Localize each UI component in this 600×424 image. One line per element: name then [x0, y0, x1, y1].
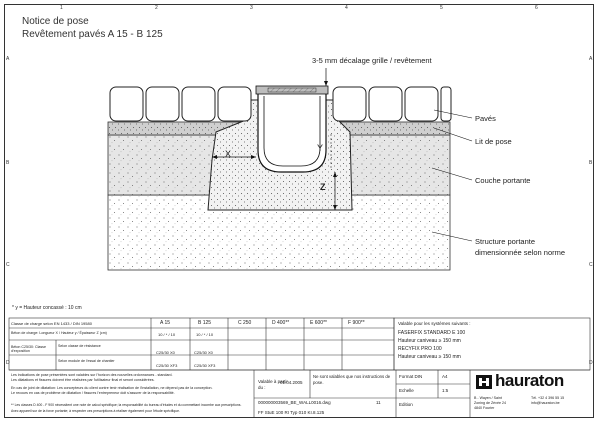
row2-b-a15: C25/30 XF3 — [156, 363, 178, 368]
channel-body — [258, 92, 326, 172]
format-label: Format DIN — [399, 374, 423, 379]
footer-note-6: Avec appareil sur de la force portante; à respecter ces prescriptions à réaliser également pour l'étude spécifique. — [11, 409, 180, 413]
address-line-3: 4840 Fourier — [474, 406, 495, 410]
layer-label-structure-2: dimensionnée selon norme — [475, 248, 566, 257]
row2-sub-b: Selon module de l'essai de chantier — [58, 359, 115, 363]
frame-ref-top-5: 5 — [440, 5, 443, 11]
layer-label-lit: Lit de pose — [475, 137, 512, 146]
frame-ref-top-1: 1 — [60, 5, 63, 11]
class-f900: F 900** — [348, 320, 365, 326]
frame-ref-left-d: D — [6, 360, 10, 366]
scale-label: Echelle — [399, 388, 414, 393]
system-2: RECYFIX PRO 100 — [398, 346, 442, 352]
scale-value: 1:5 — [442, 388, 449, 393]
validity-disclaimer: Ne sont valables que nos instructions de pose. — [313, 374, 391, 385]
footer-note-5: ** Les classes D 400 - F 900 nécessitent une note de calcul spécifique; la responsabilité du bureau d'études et du commettant incombe aux prescriptions. — [11, 403, 242, 407]
frame-ref-top-2: 2 — [155, 5, 158, 11]
row1-label: Béton de charge: Longueur X / Hauteur y / Épaisseur Z (cm) — [11, 331, 107, 335]
frame-ref-left-b: B — [6, 160, 10, 166]
drawing-reference: FF StuE 100 RI Typ 010 KI.8.125 — [258, 410, 325, 415]
edition-label: Edition — [399, 402, 413, 407]
dim-y-label: Y — [317, 143, 324, 153]
systems-note: Valable pour les systèmes suivants : — [398, 321, 471, 326]
class-a15: A 15 — [160, 320, 171, 326]
dim-x-label: X — [225, 149, 232, 159]
frame-ref-top-4: 4 — [345, 5, 348, 11]
pavers-right — [333, 87, 451, 121]
frame-ref-right-c: C — [589, 262, 593, 268]
frame-ref-top-6: 6 — [535, 5, 538, 11]
validity-label: Valable à partir du : — [258, 379, 288, 390]
leader-paves — [434, 110, 472, 118]
file-reference: 000000003569_BE_WALL0016.dwg — [258, 400, 331, 405]
address-line-2: Zoning de Zèvée 24 — [474, 401, 506, 405]
row1-value-a15: 10 / * / 10 — [158, 332, 176, 337]
layer-label-structure: Structure portante — [475, 237, 536, 246]
contact-email: info@hauraton.be — [531, 401, 560, 405]
row1-value-b125: 10 / * / 10 — [196, 332, 214, 337]
system-1: FASERFIX STANDARD E 100 — [398, 330, 466, 336]
address-line-1: B - Wayen / Saint — [474, 396, 502, 400]
class-c250: C 250 — [238, 320, 252, 326]
system-2-height: Hauteur caniveau ≥ 150 mm — [398, 354, 461, 360]
class-b125: B 125 — [198, 320, 212, 326]
frame-ref-right-b: B — [589, 160, 593, 166]
layer-label-couche: Couche portante — [475, 176, 531, 185]
frame-ref-left-c: C — [6, 262, 10, 268]
row2-a-b125: C25/30 X0 — [194, 350, 213, 355]
table-row-header: Classe de charge selon EN 1433 / DIN 19580 — [11, 321, 92, 326]
format-value: A4 — [442, 374, 448, 379]
frame-ref-top-3: 3 — [250, 5, 253, 11]
offset-note: 3-5 mm décalage grille / revêtement — [312, 56, 432, 65]
row2-label: Béton C25/30: Classe d'exposition — [11, 345, 46, 354]
page-subtitle: Revêtement pavés A 15 - B 125 — [22, 29, 163, 40]
contact-phone: Tél. +32 4 396 55 15 — [531, 396, 565, 400]
row2-sub-a: Selon classe de résistance — [58, 344, 101, 348]
brand-logo-mark — [476, 375, 492, 389]
pavers-left — [110, 87, 251, 121]
frame-ref-right-d: D — [589, 360, 593, 366]
paving-note: * y = Hauteur concassé : 10 cm — [12, 305, 82, 311]
page-title: Notice de pose — [22, 16, 89, 27]
system-1-height: Hauteur caniveau ≥ 150 mm — [398, 338, 461, 344]
footer-note-1: Les indications de pose présentées sont valables sur l'horizon des nouvelles ordonnances - standard. — [11, 373, 173, 377]
footer-note-2: Les dilatations et fissures doivent être réalisées par l'utilisateur final et seront considérées. — [11, 378, 155, 382]
dim-z-label: Z — [320, 182, 326, 192]
frame-ref-right-a: A — [589, 56, 593, 62]
validity-date: 01.04.2005 — [280, 380, 303, 385]
sheet-number: 11 — [376, 400, 381, 405]
layer-label-paves: Pavés — [475, 114, 496, 123]
class-d400: D 400** — [272, 320, 290, 326]
footer-note-4: Le recours en cas de problème de dilatation / fissures l'entrepreneur doit s'assurer de la responsabilité. — [11, 391, 175, 395]
frame-ref-left-a: A — [6, 56, 10, 62]
footer-note-3: En cas de joint de dilatation: Les concepteurs du client contre tenir réalisation de l'installation, ne dépend pas de la conception. — [11, 386, 213, 390]
row2-b-b125: C25/30 XF3 — [194, 363, 216, 368]
row2-a-a15: C25/30 X0 — [156, 350, 175, 355]
brand-name: hauraton — [495, 371, 564, 390]
class-e600: E 600** — [310, 320, 327, 326]
